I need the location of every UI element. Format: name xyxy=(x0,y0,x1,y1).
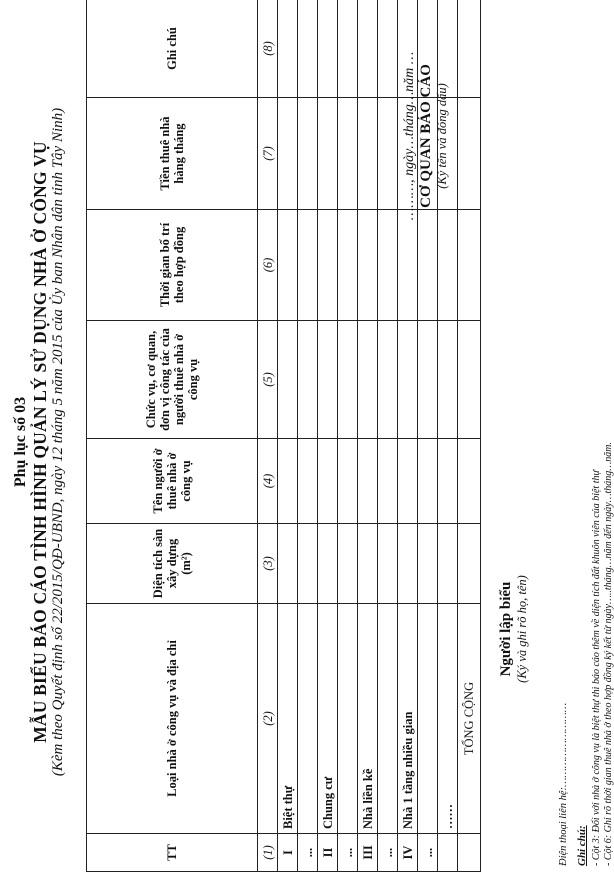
form-subtitle: (Kèm theo Quyết định số 22/2015/QĐ-UBND, ngày 12 tháng 5 năm 2015 của Ủy ban Nhân dân tỉnh Tây Ninh) xyxy=(50,107,66,777)
row-name xyxy=(378,604,398,834)
preparer-instruction: (Ký và ghi rõ họ, tên) xyxy=(515,575,529,683)
col-number: (1) xyxy=(258,834,278,872)
col-number: (5) xyxy=(258,321,278,439)
header-position: Chức vụ, cơ quan, đơn vị công tác của người thuê nhà ở công vụ xyxy=(87,321,258,439)
header-row xyxy=(87,0,258,872)
row-tt: I xyxy=(278,834,298,872)
table-row xyxy=(298,0,318,872)
row-tt: ... xyxy=(338,834,358,872)
contact-phone-line: Điện thoại liên hệ:……………………… xyxy=(558,702,569,866)
col-number: (8) xyxy=(258,0,278,98)
agency-title: CƠ QUAN BÁO CÁO xyxy=(418,64,434,208)
row-name: Chung cư xyxy=(318,604,338,834)
preparer-title: Người lập biểu xyxy=(498,581,514,677)
header-time: Thời gian bố trí theo hợp đồng xyxy=(87,210,258,321)
table-row xyxy=(318,0,338,872)
report-date-line: ………, ngày…tháng…năm … xyxy=(402,51,417,221)
preparer-signature-block xyxy=(498,544,530,714)
agency-signature-block xyxy=(402,16,450,256)
agency-instruction: (Ký tên và đóng dấu) xyxy=(435,83,449,189)
row-tt: ... xyxy=(378,834,398,872)
row-name xyxy=(298,604,318,834)
total-label: TỔNG CỘNG xyxy=(458,604,481,834)
row-name xyxy=(418,604,438,834)
notes-heading: Ghi chú: xyxy=(576,825,588,866)
col-number: (2) xyxy=(258,604,278,834)
header-note: Ghi chú xyxy=(87,0,258,98)
header-type: Loại nhà ở công vụ và địa chỉ xyxy=(87,604,258,834)
row-name: Biệt thự xyxy=(278,604,298,834)
appendix-label: Phụ lục số 03 xyxy=(12,396,29,488)
table-row xyxy=(338,0,358,872)
row-tt xyxy=(438,834,458,872)
col-number: (4) xyxy=(258,439,278,524)
table-row xyxy=(358,0,378,872)
col-number: (6) xyxy=(258,210,278,321)
table-row xyxy=(278,0,298,872)
header-tenant: Tên người ở thuê nhà ở công vụ xyxy=(87,439,258,524)
row-tt: ... xyxy=(418,834,438,872)
col-number: (7) xyxy=(258,98,278,210)
row-tt: ... xyxy=(298,834,318,872)
total-row xyxy=(458,0,481,872)
note-item: - Cột 3: Đối với nhà ở công vụ là biệt thự thì báo cáo thêm về diện tích đất khuôn viên của biệt thự xyxy=(591,470,602,866)
header-rent: Tiền thuê nhà hàng tháng xyxy=(87,98,258,210)
row-name: Nhà 1 tầng nhiều gian xyxy=(398,604,418,834)
table-row xyxy=(378,0,398,872)
column-number-row xyxy=(258,0,278,872)
row-tt: III xyxy=(358,834,378,872)
row-tt: IV xyxy=(398,834,418,872)
row-name: Nhà liền kề xyxy=(358,604,378,834)
row-name: …… xyxy=(438,604,458,834)
header-area: Diện tích sàn xây dựng (m²) xyxy=(87,524,258,604)
row-name xyxy=(338,604,358,834)
note-item: - Cột 6: Ghi rõ thời gian thuê nhà ở theo hợp đồng ký kết từ ngày…..tháng…năm đến ngày…tháng…năm. xyxy=(603,442,614,866)
header-tt: TT xyxy=(87,834,258,872)
col-number: (3) xyxy=(258,524,278,604)
row-tt: II xyxy=(318,834,338,872)
form-title: MẪU BIỂU BÁO CÁO TÌNH HÌNH QUẢN LÝ SỬ DỤNG NHÀ Ở CÔNG VỤ xyxy=(30,141,50,743)
